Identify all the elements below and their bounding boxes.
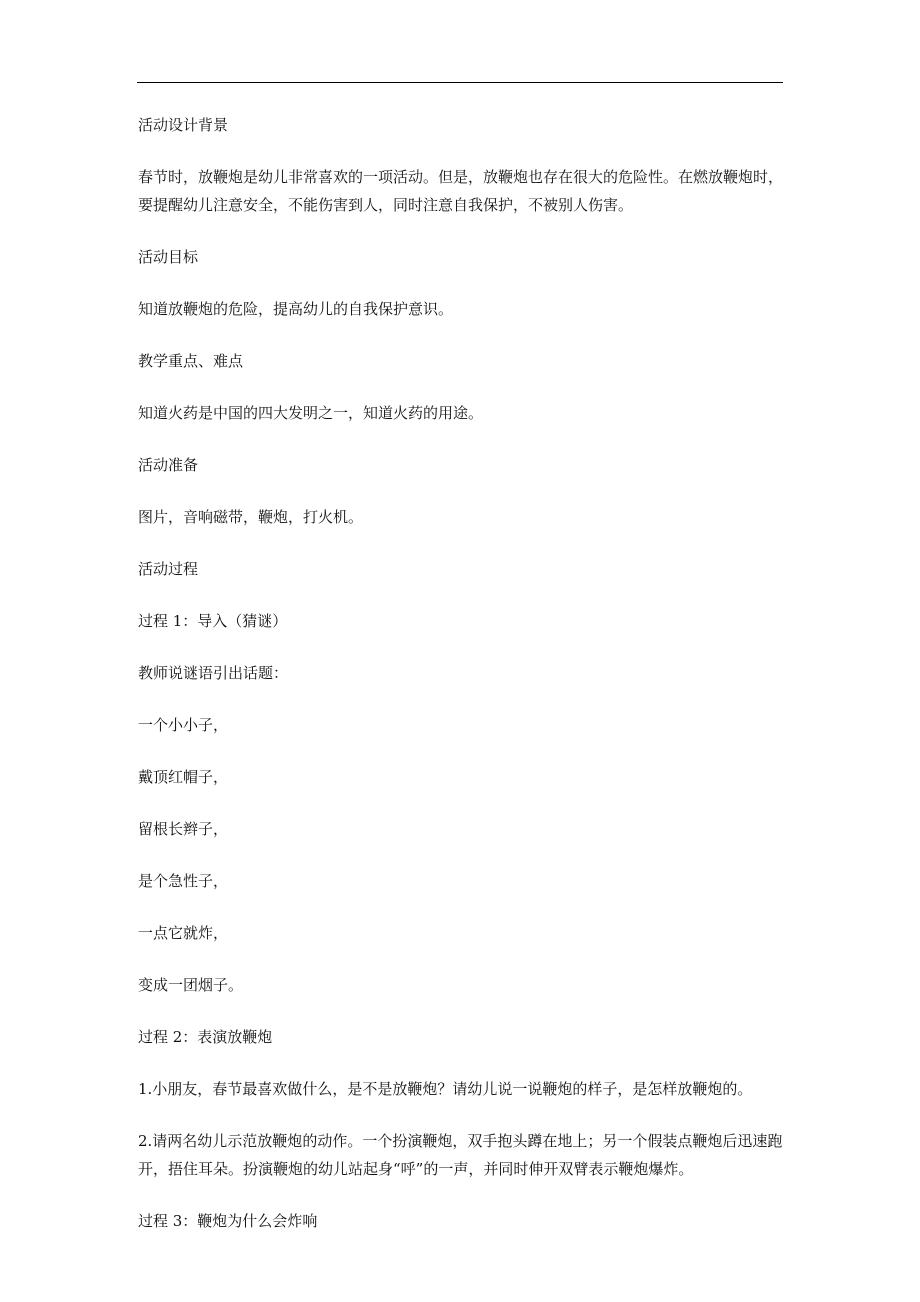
section-heading-process: 活动过程	[138, 560, 199, 578]
riddle-line: 变成一团烟子。	[138, 976, 244, 994]
header-rule	[137, 82, 783, 83]
section-heading-goal: 活动目标	[138, 248, 199, 266]
riddle-intro: 教师说谜语引出话题：	[138, 664, 289, 682]
process-step-2-heading: 过程 2：表演放鞭炮	[138, 1028, 273, 1046]
riddle-line: 留根长辫子，	[138, 820, 229, 838]
riddle-line: 一个小小子，	[138, 716, 229, 734]
preparation-paragraph: 图片，音响磁带，鞭炮，打火机。	[138, 508, 364, 526]
key-points-paragraph: 知道火药是中国的四大发明之一，知道火药的用途。	[138, 404, 484, 422]
process-step-3-heading: 过程 3：鞭炮为什么会炸响	[138, 1212, 318, 1230]
riddle-line: 是个急性子，	[138, 872, 229, 890]
riddle-line: 一点它就炸，	[138, 924, 229, 942]
section-heading-preparation: 活动准备	[138, 456, 199, 474]
riddle-line: 戴顶红帽子，	[138, 768, 229, 786]
document-body	[138, 111, 788, 1259]
background-paragraph: 春节时，放鞭炮是幼儿非常喜欢的一项活动。但是，放鞭炮也存在很大的危险性。在燃放鞭炮时，要提醒幼儿注意安全，不能伤害到人，同时注意自我保护，不被别人伤害。	[138, 168, 784, 214]
process-step-1-heading: 过程 1：导入（猜谜）	[138, 612, 288, 630]
section-heading-key-points: 教学重点、难点	[138, 352, 244, 370]
process-step-2-item-2: 2.请两名幼儿示范放鞭炮的动作。一个扮演鞭炮，双手抱头蹲在地上；另一个假装点鞭炮后迅速跑开，捂住耳朵。扮演鞭炮的幼儿站起身“呼”的一声，并同时伸开双臂表示鞭炮爆炸。	[138, 1132, 783, 1178]
section-heading-background: 活动设计背景	[138, 116, 229, 134]
goal-paragraph: 知道放鞭炮的危险，提高幼儿的自我保护意识。	[138, 300, 454, 318]
process-step-2-item-1: 1.小朋友，春节最喜欢做什么，是不是放鞭炮？请幼儿说一说鞭炮的样子，是怎样放鞭炮的。	[138, 1080, 753, 1098]
